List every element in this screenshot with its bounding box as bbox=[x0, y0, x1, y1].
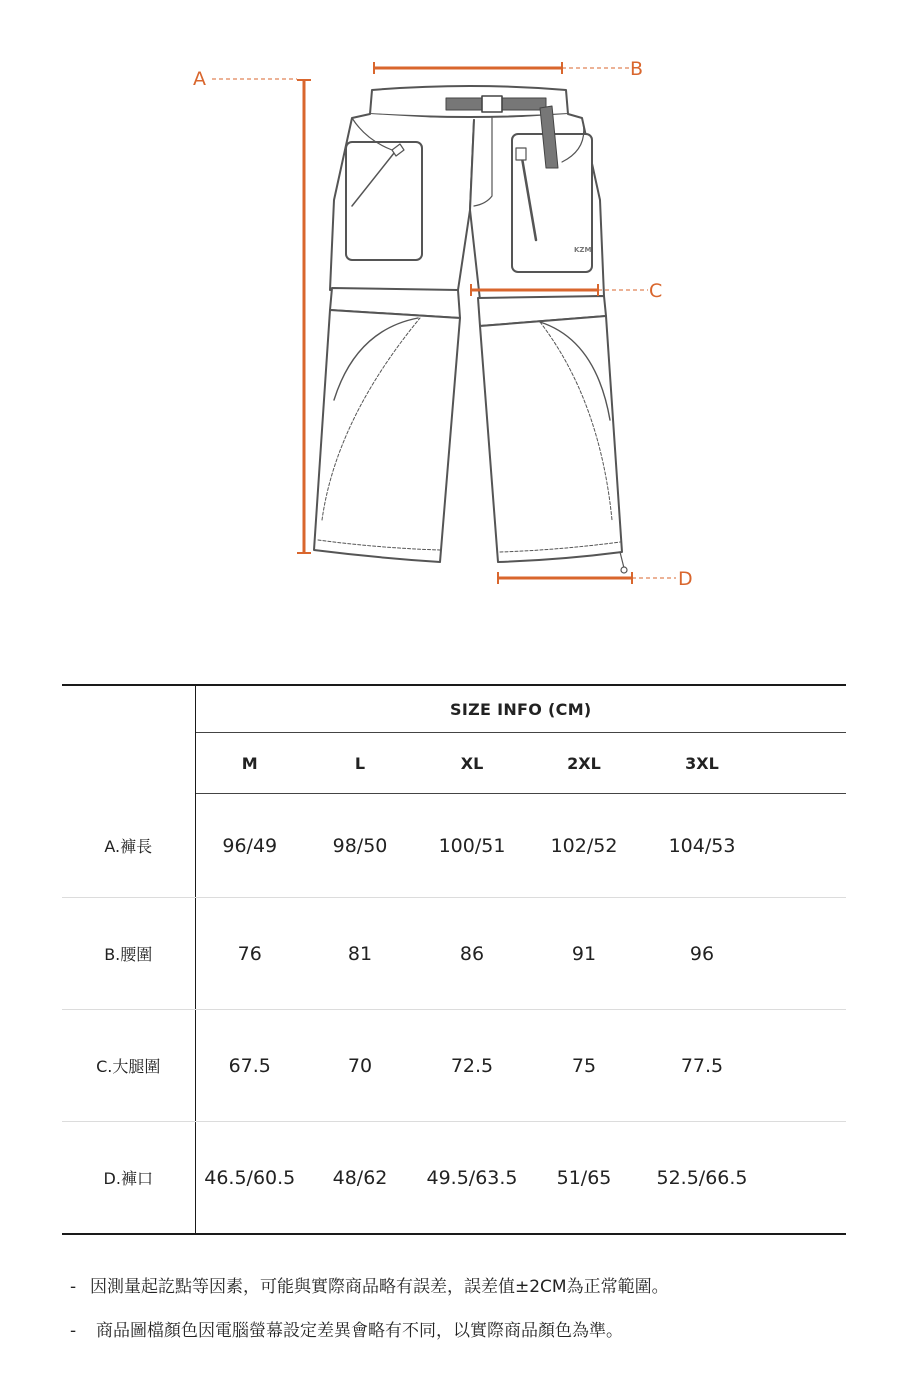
cell: 104/53 bbox=[640, 794, 764, 898]
cell: 49.5/63.5 bbox=[416, 1122, 528, 1235]
cell: 98/50 bbox=[304, 794, 416, 898]
cell: 70 bbox=[304, 1010, 416, 1122]
pants-measurement-diagram bbox=[0, 0, 908, 640]
dimension-label-c: C bbox=[649, 280, 663, 302]
note-color bbox=[70, 1316, 623, 1341]
note-text: 因測量起訖點等因素，可能與實際商品略有誤差，誤差值±2CM為正常範圍。 bbox=[90, 1277, 669, 1297]
left-lower-leg bbox=[314, 310, 460, 562]
table-row bbox=[62, 1010, 846, 1122]
table-title: SIZE INFO (CM) bbox=[195, 685, 846, 733]
cell: 51/65 bbox=[528, 1122, 640, 1235]
dimension-label-d: D bbox=[678, 568, 693, 590]
size-header-xl: XL bbox=[416, 733, 528, 794]
cell: 46.5/60.5 bbox=[195, 1122, 304, 1235]
right-lower-leg bbox=[480, 316, 622, 562]
note-text: 商品圖檔顏色因電腦螢幕設定差異會略有不同，以實際商品顏色為準。 bbox=[96, 1321, 623, 1341]
size-header-m: M bbox=[195, 733, 304, 794]
cell: 102/52 bbox=[528, 794, 640, 898]
size-header-3xl: 3XL bbox=[640, 733, 764, 794]
dimension-label-a: A bbox=[193, 68, 206, 90]
cell: 76 bbox=[195, 898, 304, 1010]
cell: 77.5 bbox=[640, 1010, 764, 1122]
size-table bbox=[62, 684, 846, 1235]
cell: 100/51 bbox=[416, 794, 528, 898]
cell: 91 bbox=[528, 898, 640, 1010]
cell: 48/62 bbox=[304, 1122, 416, 1235]
row-label: D.褲口 bbox=[62, 1122, 195, 1235]
size-header-2xl: 2XL bbox=[528, 733, 640, 794]
note-bullet: - bbox=[70, 1277, 77, 1297]
row-label: A.褲長 bbox=[62, 794, 195, 898]
cell: 52.5/66.5 bbox=[640, 1122, 764, 1235]
cell: 81 bbox=[304, 898, 416, 1010]
row-label: C.大腿圍 bbox=[62, 1010, 195, 1122]
left-cargo-pocket bbox=[346, 142, 422, 260]
cell: 96/49 bbox=[195, 794, 304, 898]
dimension-label-b: B bbox=[630, 58, 644, 80]
table-corner bbox=[62, 685, 195, 794]
belt-buckle bbox=[482, 96, 502, 112]
cell: 96 bbox=[640, 898, 764, 1010]
table-row bbox=[62, 1122, 846, 1235]
brand-logo: KZM bbox=[574, 246, 592, 254]
table-row bbox=[62, 898, 846, 1010]
cell: 72.5 bbox=[416, 1010, 528, 1122]
note-measurement bbox=[70, 1272, 669, 1297]
table-row bbox=[62, 794, 846, 898]
size-header-l: L bbox=[304, 733, 416, 794]
cell: 75 bbox=[528, 1010, 640, 1122]
cell: 67.5 bbox=[195, 1010, 304, 1122]
note-bullet: - bbox=[70, 1321, 77, 1341]
row-label: B.腰圍 bbox=[62, 898, 195, 1010]
cell: 86 bbox=[416, 898, 528, 1010]
